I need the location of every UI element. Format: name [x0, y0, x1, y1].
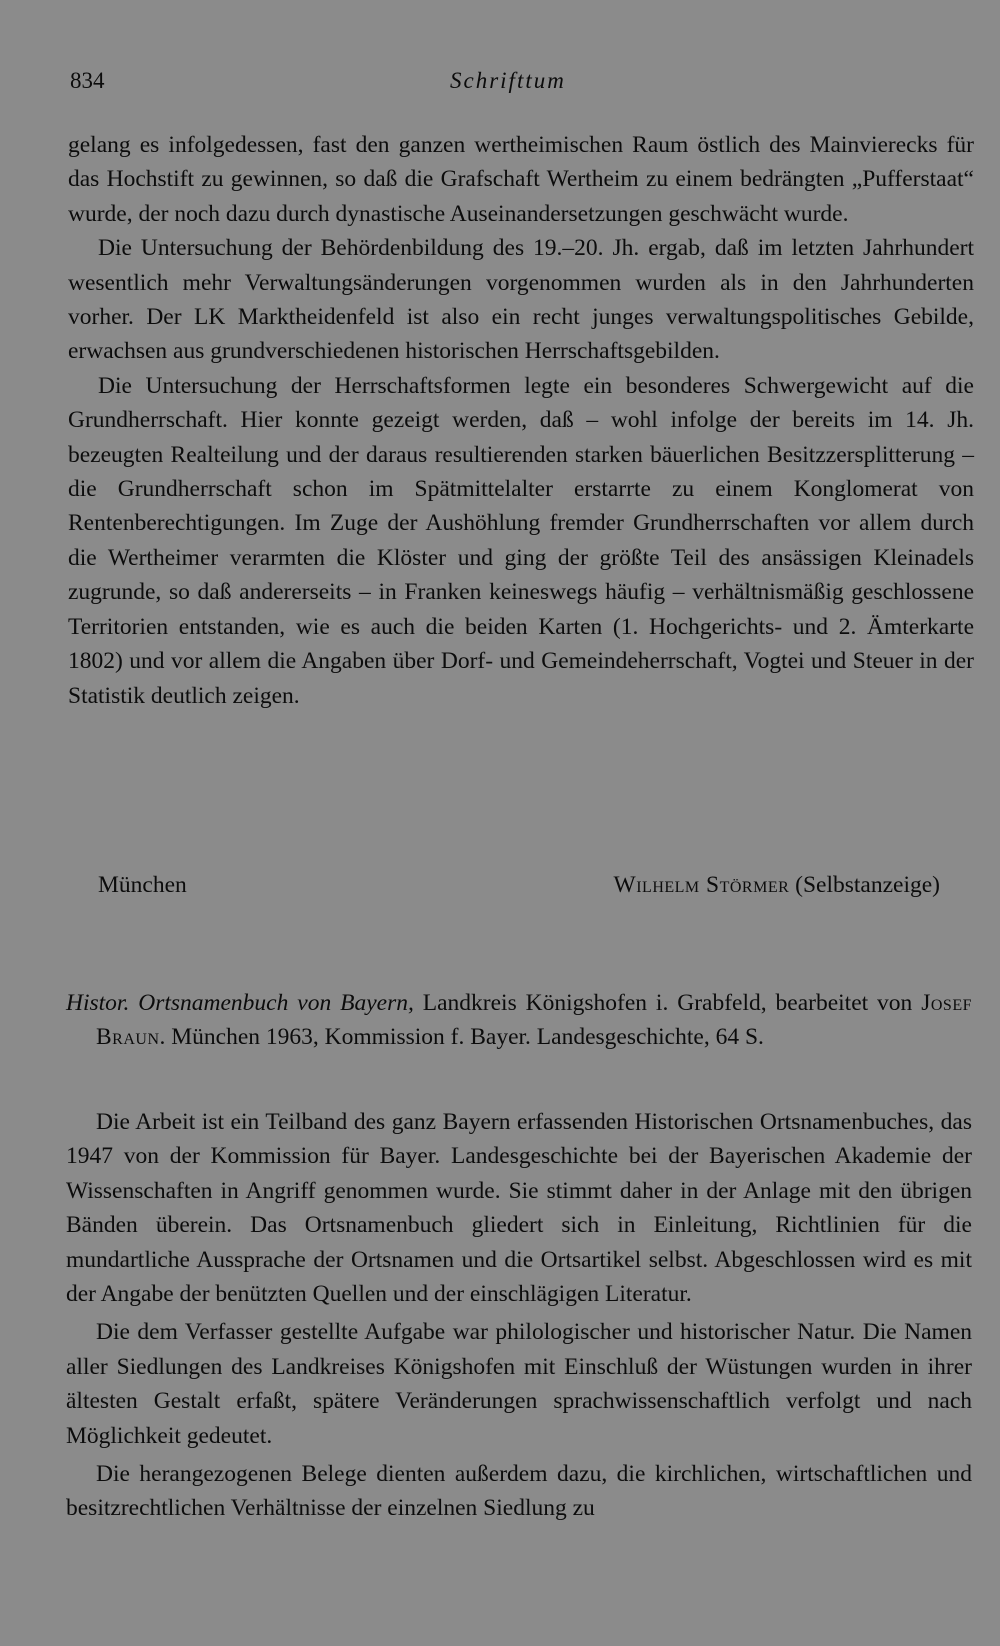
- biblio-editor: Josef Braun: [96, 990, 972, 1051]
- paragraph: Die dem Verfasser gestellte Aufgabe war philologischer und historischer Natur. Die Namen aller Siedlungen des Landkreises Königshofen mit Einschluß der Wüstungen wurden in ihrer ältesten Gestalt erfaßt, spätere Veränderungen sprachwissenschaftlich verfolgt und nach Möglichkeit gedeutet.: [66, 1319, 972, 1449]
- signature-author-line: [614, 872, 940, 899]
- bibliographic-entry: [66, 986, 972, 1055]
- running-title: Schrifttum: [450, 68, 566, 93]
- page-header: [70, 68, 970, 104]
- paragraph: Die Untersuchung der Herrschaftsformen legte ein besonderes Schwergewicht auf die Grundherrschaft. Hier konnte gezeigt werden, daß – wohl infolge der bereits im 14. Jh. bezeugten Realteilung und der daraus resultierenden starken bäuerlichen Besitzzersplitterung – die Grundherrschaft schon im Spätmittelalter erstarrte zu einem Konglomerat von Rentenberechtigungen. Im Zuge der Aushöhlung fremder Grundherrschaften vor allem durch die Wertheimer verarmten die Klöster und ging der größte Teil des ansässigen Kleinadels zugrunde, so daß andererseits – in Franken keineswegs häufig – verhältnismäßig geschlossene Territorien entstanden, wie es auch die beiden Karten (1. Hochgerichts- und 2. Ämterkarte 1802) und vor allem die Angaben über Dorf- und Gemeindeherrschaft, Vogtei und Steuer in der Statistik deutlich zeigen.: [68, 372, 974, 709]
- paragraph: gelang es infolgedessen, fast den ganzen wertheimischen Raum östlich des Mainvierecks für das Hochstift zu gewinnen, so daß die Grafschaft Wertheim zu einem bedrängten „Pufferstaat“ wurde, der noch dazu durch dynastische Auseinandersetzungen geschwächt wurde.: [68, 132, 974, 227]
- signature-note: (Selbstanzeige): [795, 872, 940, 898]
- paragraph: Die Untersuchung der Behördenbildung des 19.–20. Jh. ergab, daß im letzten Jahrhundert wesentlich mehr Verwaltungsänderungen vorgenommen wurden als in den Jahrhunderten vorher. Der LK Marktheidenfeld ist also ein recht junges verwaltungspolitisches Gebilde, erwachsen aus grundverschiedenen historischen Herrschaftsgebilden.: [68, 235, 974, 365]
- paragraph: Die Arbeit ist ein Teilband des ganz Bayern erfassenden Historischen Ortsnamenbuches, das 1947 von der Kommission für Bayer. Landesgeschichte bei der Bayerischen Akademie der Wissenschaften in Angriff genommen wurde. Sie stimmt daher in der Anlage mit den übrigen Bänden überein. Das Ortsnamenbuch gliedert sich in Einleitung, Richtlinien für die mundartliche Aussprache der Ortsnamen und die Ortsartikel selbst. Abgeschlossen wird es mit der Angabe der benützten Quellen und der einschlägigen Literatur.: [66, 1109, 972, 1308]
- biblio-text-2: . München 1963, Kommission f. Bayer. Landesgeschichte, 64 S.: [159, 1024, 764, 1051]
- signature-place: München: [98, 872, 187, 898]
- paragraph: Die herangezogenen Belege dienten außerdem dazu, die kirchlichen, wirtschaftlichen und besitzrechtlichen Verhältnisse der einzelnen Siedlung zu: [66, 1461, 972, 1522]
- review-2-body: [66, 1105, 972, 1526]
- biblio-text-1: Landkreis Königshofen i. Grabfeld, bearbeitet von: [413, 990, 922, 1016]
- review-1-body: [68, 128, 974, 713]
- biblio-title: Histor. Ortsnamenbuch von Bayern,: [66, 990, 414, 1016]
- page-number: 834: [70, 68, 105, 93]
- signature-author: Wilhelm Störmer: [613, 872, 790, 898]
